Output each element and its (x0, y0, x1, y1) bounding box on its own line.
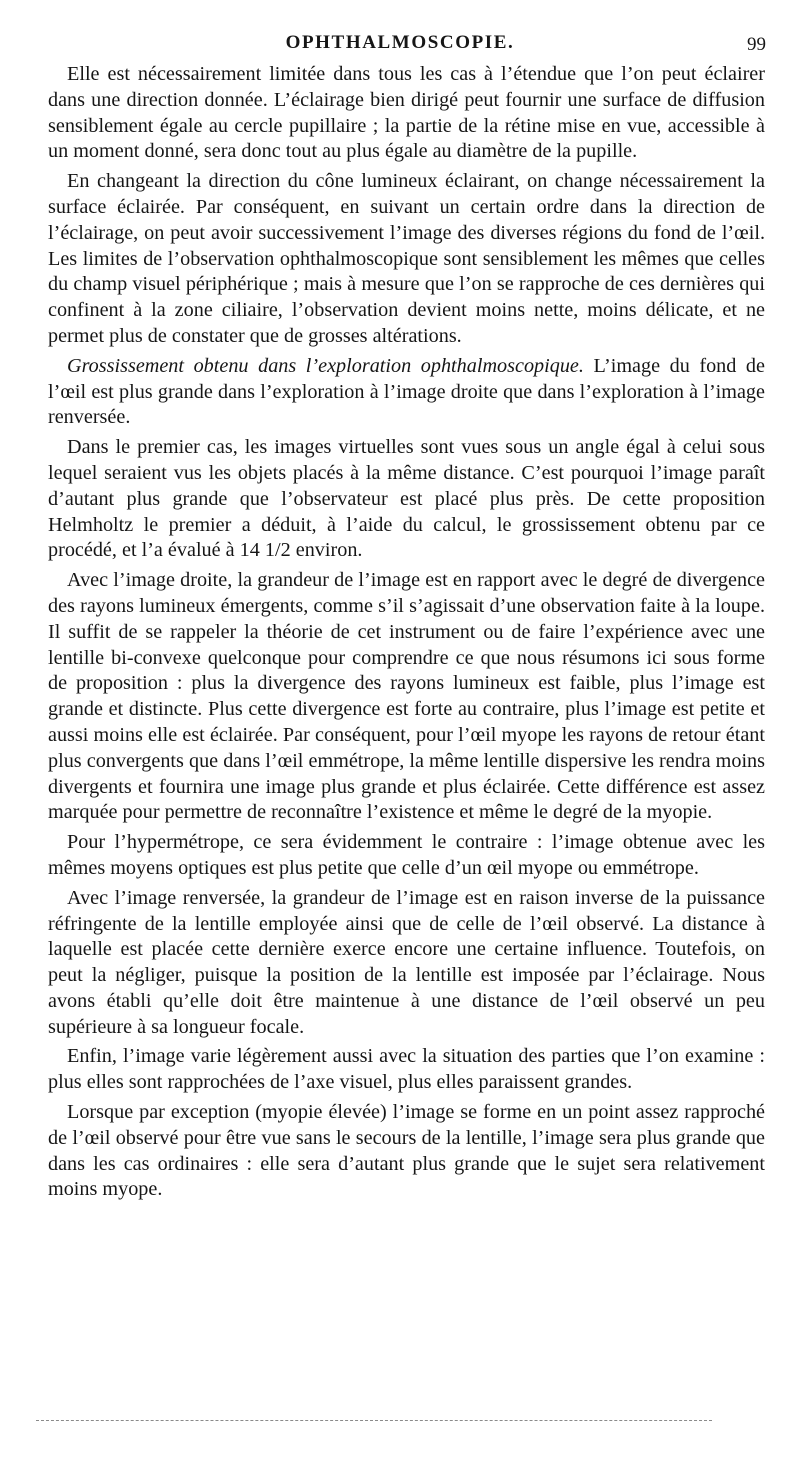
footer-rule (36, 1420, 712, 1421)
page-number: 99 (747, 34, 766, 55)
paragraph: En changeant la direction du cône lumineux éclairant, on change nécessairement la surface éclairée. Par conséquent, en suivant un certain ordre dans la direction de l’éclairage, on peut avoir successivement l’image des diverses régions du fond de l’œil. Les limites de l’observation ophthalmoscopique sont sensiblement les mêmes que celles du champ visuel périphérique ; mais à mesure que l’on se rapproche de ces dernières qui confinent à la zone ciliaire, l’observation devient moins nette, moins délicate, et ne permet plus de constater que de grosses altérations. (48, 170, 765, 347)
paragraph-text: L’image du fond de l’œil est plus grande dans l’exploration à l’image droite que dans l’exploration à l’image renversée. (48, 354, 765, 429)
running-header (0, 28, 800, 58)
paragraph: Pour l’hypermétrope, ce sera évidemment le contraire : l’image obtenue avec les mêmes moyens optiques est plus petite que celle d’un œil myope ou emmétrope. (48, 831, 765, 879)
paragraph: Avec l’image renversée, la grandeur de l’image est en raison inverse de la puissance réfringente de la lentille employée ainsi que de celle de l’œil observé. La distance à laquelle est placée cette dernière exerce encore une certaine influence. Toutefois, on peut la négliger, puisque la position de la lentille est imposée par l’éclairage. Nous avons établi qu’elle doit être maintenue à une distance de l’œil observé un peu supérieure à sa longueur focale. (48, 886, 765, 1038)
section-lead: Grossissement obtenu dans l’exploration ophthalmoscopique. (67, 354, 584, 377)
paragraph: Lorsque par exception (myopie élevée) l’image se forme en un point assez rapproché de l’œil observé pour être vue sans le secours de la lentille, l’image sera plus grande que dans les cas ordinaires : elle sera d’autant plus grande que le sujet sera relativement moins myope. (48, 1101, 765, 1201)
paragraph: Enfin, l’image varie légèrement aussi avec la situation des parties que l’on examine : plus elles sont rapprochées de l’axe visuel, plus elles paraissent grandes. (48, 1045, 765, 1094)
body-text (48, 62, 765, 1207)
paragraph (48, 354, 765, 431)
paragraph: Elle est nécessairement limitée dans tous les cas à l’étendue que l’on peut éclairer dans une direction donnée. L’éclairage bien dirigé peut fournir une surface de diffusion sensiblement égale au cercle pupillaire ; la partie de la rétine mise en vue, accessible à un moment donné, sera donc tout au plus égale au diamètre de la pupille. (48, 63, 765, 163)
paragraph: Dans le premier cas, les images virtuelles sont vues sous un angle égal à celui sous lequel seraient vus les objets placés à la même distance. C’est pourquoi l’image paraît d’autant plus grande que l’observateur est placé plus près. De cette proposition Helmholtz le premier a déduit, à l’aide du calcul, le grossissement obtenu par ce procédé, et l’a évalué à 14 1/2 environ. (48, 436, 765, 562)
running-title: OPHTHALMOSCOPIE. (285, 32, 515, 53)
paragraph: Avec l’image droite, la grandeur de l’image est en rapport avec le degré de divergence des rayons lumineux émergents, comme s’il s’agissait d’une observation faite à la loupe. Il suffit de se rappeler la théorie de cet instrument ou de faire l’expérience avec une lentille bi-convexe quelconque pour comprendre ce que nous résumons ici sous forme de proposition : plus la divergence des rayons lumineux est faible, plus l’image est grande et distincte. Plus cette divergence est forte au contraire, plus l’image est petite et aussi moins elle est éclairée. Par conséquent, pour l’œil myope les rayons de retour étant plus convergents que dans l’œil emmétrope, la même lentille dispersive les rendra moins divergents et fournira une image plus grande et plus éclairée. Cette différence est assez marquée pour permettre de reconnaître l’existence et même le degré de la myopie. (48, 569, 765, 824)
